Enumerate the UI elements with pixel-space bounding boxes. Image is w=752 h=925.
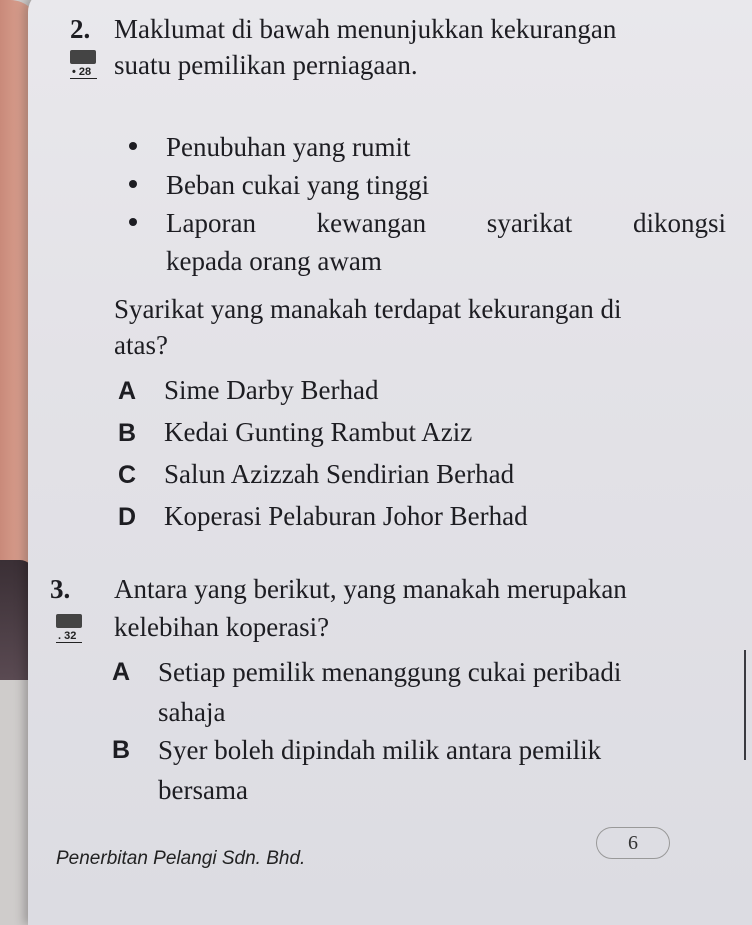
option-letter: A bbox=[118, 377, 137, 405]
option-letter: D bbox=[118, 503, 137, 531]
option-a[interactable] bbox=[112, 652, 718, 732]
option-c[interactable] bbox=[118, 454, 514, 495]
option-a[interactable] bbox=[118, 370, 378, 411]
option-text-line2: bersama bbox=[158, 775, 248, 805]
question-2-number: 2. bbox=[70, 14, 91, 44]
question-2-prompt-line1: Syarikat yang manakah terdapat kekurangan di bbox=[114, 294, 622, 324]
option-letter: B bbox=[112, 736, 131, 764]
question-2-ref: • 28 bbox=[70, 66, 97, 79]
question-3-number: 3. bbox=[50, 574, 71, 604]
question-2-line2: suatu pemilikan perniagaan. bbox=[114, 50, 418, 80]
disadvantage-list bbox=[126, 128, 726, 280]
bullet-icon bbox=[129, 180, 137, 188]
list-item: Beban cukai yang tinggi bbox=[126, 166, 726, 204]
question-3-line2: kelebihan koperasi? bbox=[114, 612, 330, 642]
option-text: Koperasi Pelaburan Johor Berhad bbox=[164, 501, 528, 531]
question-3-ref: . 32 bbox=[56, 630, 82, 643]
bullet-icon bbox=[129, 142, 137, 150]
bullet-icon bbox=[129, 218, 137, 226]
option-text: Kedai Gunting Rambut Aziz bbox=[164, 417, 473, 447]
option-text: Sime Darby Berhad bbox=[164, 375, 379, 405]
margin-rule bbox=[744, 650, 746, 760]
question-3-line1: Antara yang berikut, yang manakah merupakan bbox=[114, 574, 627, 604]
option-text-line1: Setiap pemilik menanggung cukai peribadi bbox=[158, 657, 622, 687]
publisher-footer: Penerbitan Pelangi Sdn. Bhd. bbox=[56, 848, 306, 869]
option-b[interactable] bbox=[118, 412, 472, 453]
question-2-line1: Maklumat di bawah menunjukkan kekurangan bbox=[114, 14, 617, 44]
option-letter: B bbox=[118, 419, 137, 447]
list-item: Penubuhan yang rumit bbox=[126, 128, 726, 166]
option-letter: C bbox=[118, 461, 137, 489]
option-text-line1: Syer boleh dipindah milik antara pemilik bbox=[158, 735, 602, 765]
question-2-prompt-line2: atas? bbox=[114, 330, 168, 360]
option-text: Salun Azizzah Sendirian Berhad bbox=[164, 459, 515, 489]
option-d[interactable] bbox=[118, 496, 528, 537]
option-text-line2: sahaja bbox=[158, 697, 226, 727]
list-item-continuation: kepada orang awam bbox=[166, 246, 382, 276]
option-b[interactable] bbox=[112, 730, 718, 810]
question-3-ref-badge bbox=[56, 614, 82, 643]
textbook-page bbox=[28, 0, 752, 925]
question-2-ref-badge bbox=[70, 50, 97, 79]
option-letter: A bbox=[112, 658, 131, 686]
list-item: Laporan kewangan syarikat dikongsi bbox=[126, 204, 726, 242]
exam-logo-icon bbox=[70, 50, 96, 64]
page-number: 6 bbox=[596, 827, 670, 859]
exam-logo-icon bbox=[56, 614, 82, 628]
